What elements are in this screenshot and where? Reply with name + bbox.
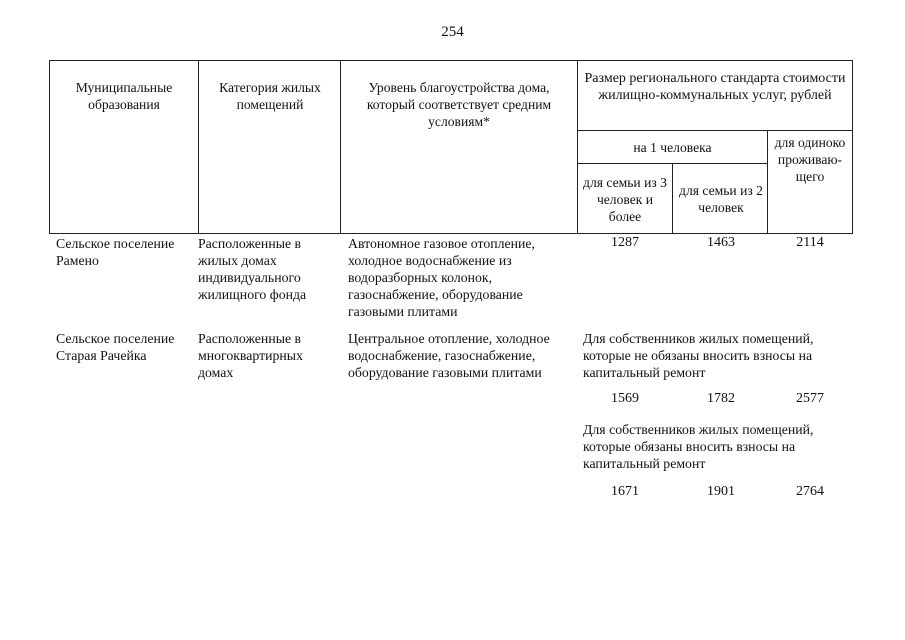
row2-value2-family3: 1671 (611, 484, 639, 499)
row1-level: Автономное газовое отопление, холодное водоснабжение из водоразборных колонок, газоснабжение, оборудование газовыми плитами (348, 236, 535, 319)
row2-level: Центральное отопление, холодное водоснабжение, газоснабжение, оборудование газовыми плитами (348, 331, 550, 380)
row2-note-capital-repair: Для собственников жилых помещений, которые обязаны вносить взносы на капитальный ремонт (583, 422, 814, 471)
header-family3: для семьи из 3 человек и более (583, 175, 667, 224)
header-per-person: на 1 человека (633, 140, 712, 155)
row1-value-family3: 1287 (611, 235, 639, 250)
row2-value1-single: 2577 (796, 391, 824, 406)
header-single: для одиноко проживаю-щего (774, 135, 846, 184)
header-standard: Размер регионального стандарта стоимости жилищно-коммунальных услуг, рублей (584, 71, 846, 103)
row2-category: Расположенные в многоквартирных домах (198, 331, 303, 380)
row1-value-family2: 1463 (707, 235, 735, 250)
row1-value-single: 2114 (796, 235, 824, 250)
row2-value1-family2: 1782 (707, 391, 735, 406)
header-level: Уровень благоустройства дома, который соответствует средним условиям* (366, 80, 552, 129)
row2-value2-family2: 1901 (707, 484, 735, 499)
row2-municipality: Сельское поселение Старая Рачейка (56, 331, 175, 363)
header-family2: для семьи из 2 человек (679, 183, 763, 215)
header-municipality: Муниципальные образования (75, 80, 173, 112)
row2-note-no-capital-repair: Для собственников жилых помещений, которые не обязаны вносить взносы на капитальный ремонт (583, 331, 814, 380)
row2-value1-family3: 1569 (611, 391, 639, 406)
row2-value2-single: 2764 (796, 484, 824, 499)
row1-category: Расположенные в жилых домах индивидуального жилищного фонда (198, 236, 307, 302)
row1-municipality: Сельское поселение Рамено (56, 236, 175, 268)
page-number: 254 (441, 24, 464, 40)
header-category: Категория жилых помещений (219, 80, 321, 112)
